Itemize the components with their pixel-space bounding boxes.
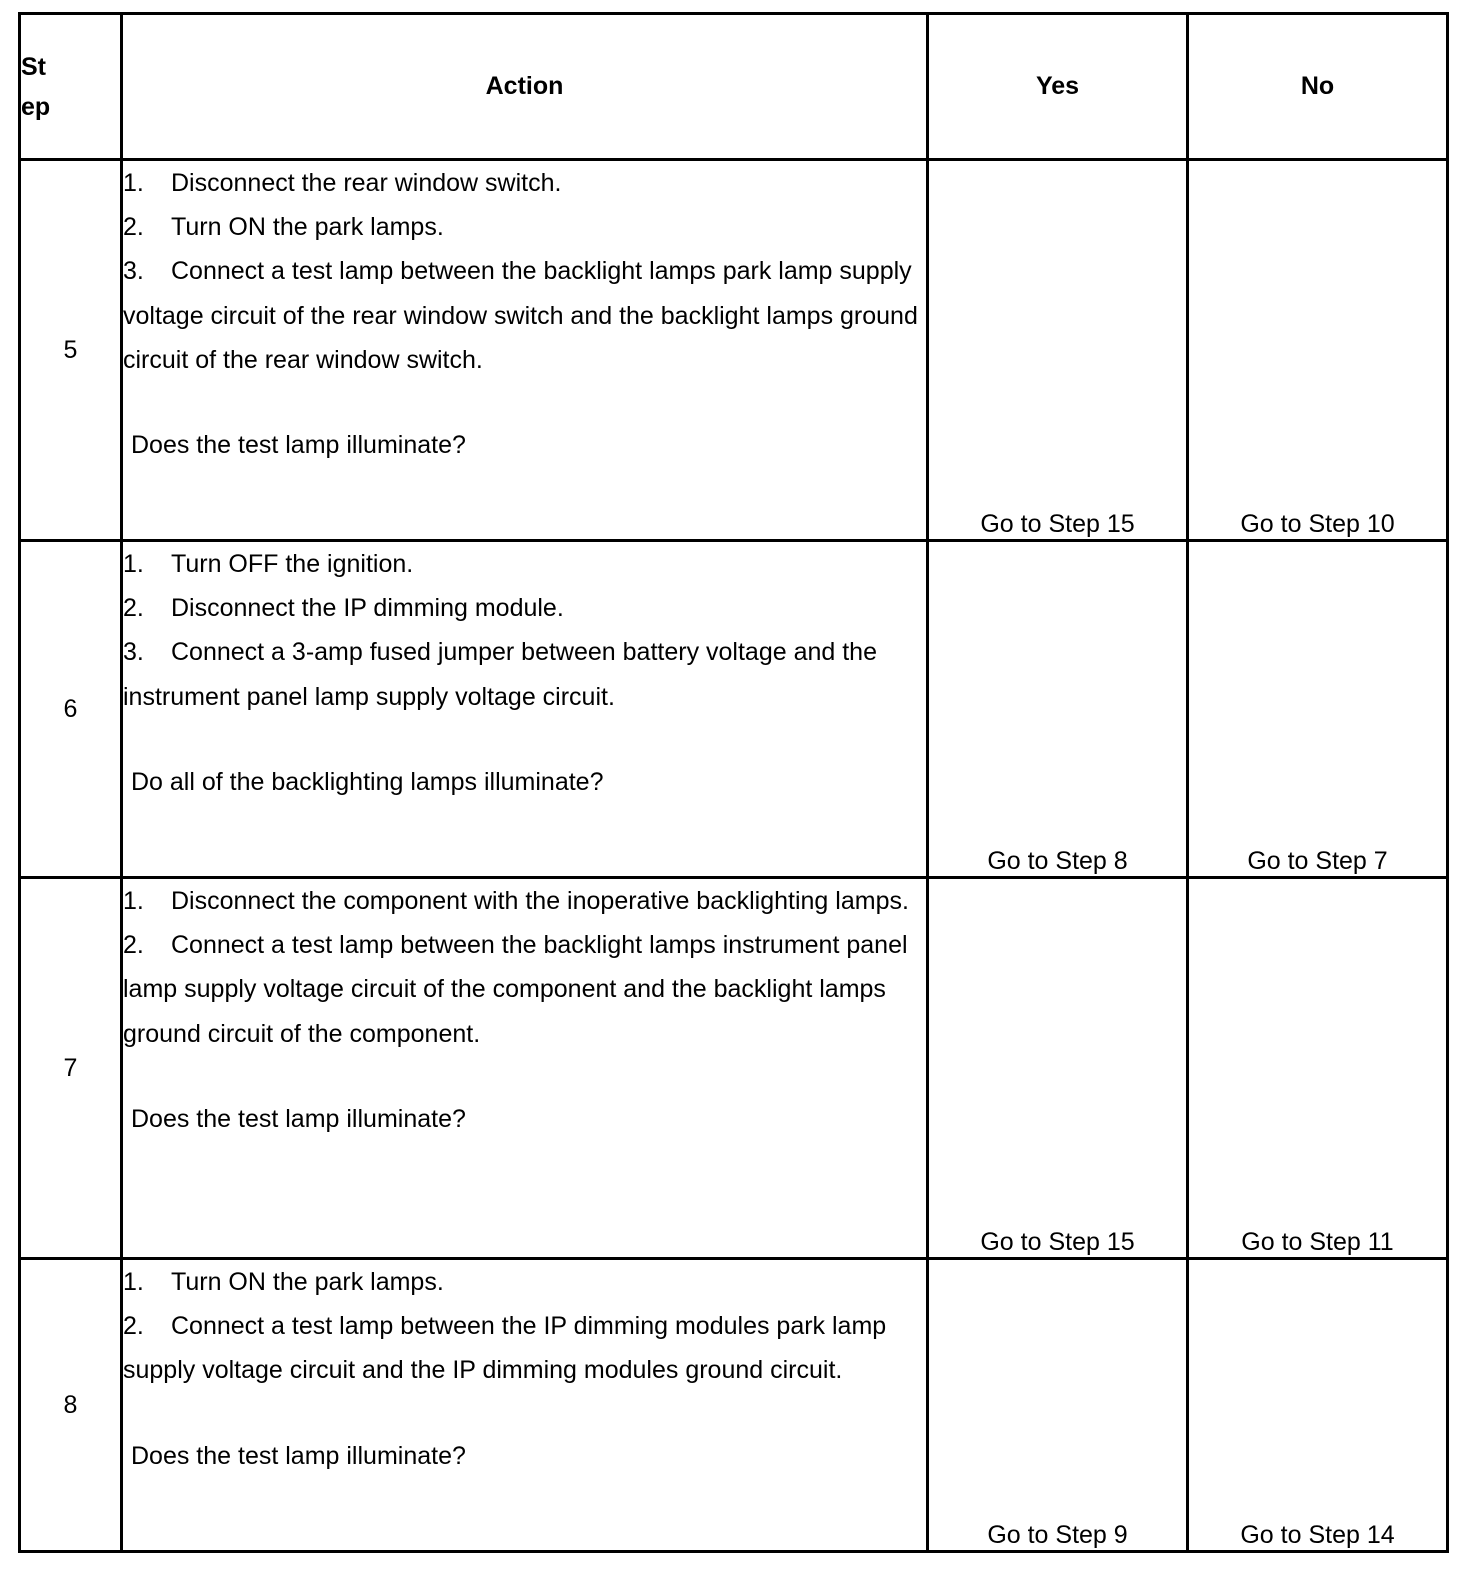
action-question: Does the test lamp illuminate? — [131, 1104, 466, 1133]
step-number: 5 — [20, 160, 122, 541]
header-step — [20, 14, 122, 160]
action-cell — [122, 541, 928, 878]
item-number: 1. — [123, 1268, 144, 1296]
header-action: Action — [122, 14, 928, 160]
item-number: 2. — [123, 213, 144, 242]
action-question: Does the test lamp illuminate? — [131, 431, 466, 460]
diagnostic-table — [18, 12, 1449, 1553]
action-cell — [122, 1259, 928, 1552]
no-result: Go to Step 7 — [1188, 541, 1448, 878]
step-number: 6 — [20, 541, 122, 878]
action-item — [123, 923, 926, 1056]
item-number: 1. — [123, 550, 144, 578]
step-number: 8 — [20, 1259, 122, 1552]
item-text: Disconnect the IP dimming module. — [171, 594, 564, 623]
header-no: No — [1188, 14, 1448, 160]
yes-result: Go to Step 8 — [928, 541, 1188, 878]
item-number: 3. — [123, 257, 144, 286]
item-text: Connect a test lamp between the backlight lamps park lamp supply voltage circuit of the rear window switch and the backlight lamps ground circuit of the rear window switch. — [123, 257, 918, 374]
item-number: 3. — [123, 638, 144, 667]
item-number: 2. — [123, 594, 144, 623]
header-yes: Yes — [928, 14, 1188, 160]
action-cell — [122, 160, 928, 541]
item-text: Disconnect the rear window switch. — [171, 169, 562, 197]
header-step-line2: ep — [21, 92, 51, 121]
action-item — [123, 630, 926, 718]
item-number: 1. — [123, 169, 144, 197]
header-step-line1: St — [21, 52, 46, 81]
table-row-step-6 — [20, 541, 1448, 878]
header-row — [20, 14, 1448, 160]
item-text: Connect a test lamp between the backlight lamps instrument panel lamp supply voltage circuit of the component and the backlight lamps ground circuit of the component. — [123, 931, 908, 1048]
action-item — [123, 249, 926, 382]
table-row-step-7 — [20, 878, 1448, 1259]
item-text: Disconnect the component with the inoperative backlighting lamps. — [171, 887, 909, 915]
action-question: Do all of the backlighting lamps illuminate? — [131, 767, 604, 796]
item-text: Connect a test lamp between the IP dimming modules park lamp supply voltage circuit and the IP dimming modules ground circuit. — [123, 1312, 887, 1385]
action-item — [123, 879, 926, 923]
item-number: 1. — [123, 887, 144, 915]
action-question: Does the test lamp illuminate? — [131, 1441, 466, 1470]
yes-result: Go to Step 15 — [928, 878, 1188, 1259]
action-item — [123, 542, 926, 586]
no-result: Go to Step 14 — [1188, 1259, 1448, 1552]
item-text: Turn OFF the ignition. — [171, 550, 414, 578]
yes-result: Go to Step 15 — [928, 160, 1188, 541]
yes-result: Go to Step 9 — [928, 1259, 1188, 1552]
item-number: 2. — [123, 931, 144, 960]
item-text: Connect a 3-amp fused jumper between battery voltage and the instrument panel lamp supply voltage circuit. — [123, 638, 877, 711]
step-number: 7 — [20, 878, 122, 1259]
no-result: Go to Step 10 — [1188, 160, 1448, 541]
action-item — [123, 161, 926, 205]
action-item — [123, 205, 926, 249]
action-cell — [122, 878, 928, 1259]
no-result: Go to Step 11 — [1188, 878, 1448, 1259]
action-item — [123, 1260, 926, 1304]
table-row-step-5 — [20, 160, 1448, 541]
item-number: 2. — [123, 1312, 144, 1341]
item-text: Turn ON the park lamps. — [171, 1268, 444, 1296]
table-row-step-8 — [20, 1259, 1448, 1552]
action-item — [123, 586, 926, 630]
action-item — [123, 1304, 926, 1392]
item-text: Turn ON the park lamps. — [171, 213, 444, 242]
